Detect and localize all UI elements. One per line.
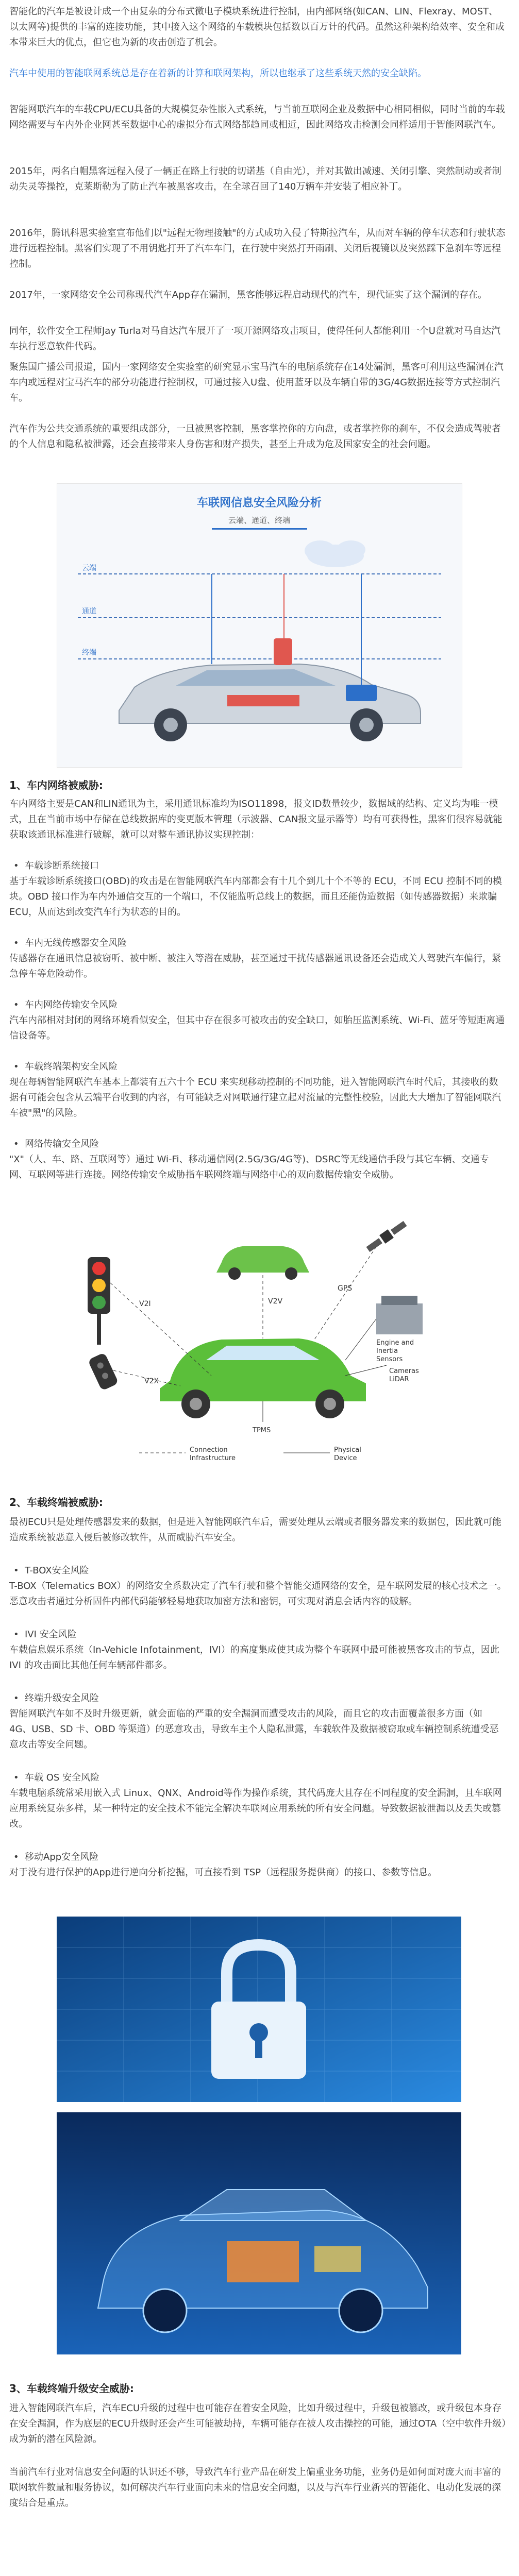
car-technology-illustration [57, 2112, 461, 2354]
intro-paragraph-3: 智能网联汽车的车载CPU/ECU具备的大规模复杂性嵌入式系统，与当前互联网企业及数据中心相同相似，同时当前的车载网络需要与车内外企业网甚至数据中心的虚拟分布式网络都趋同或相近，因此网络攻击检测会同样适用于智能网联汽车。 [9, 104, 505, 130]
section-1-item-1-text: 基于车载诊断系统接口(OBD)的攻击是在智能网联汽车内部都会有十几个到几十个不等的 ECU，不同 ECU 控制不同的模块。OBD 接口作为车内外通信交互的一个端口，不仅能监听总线上的数据，而且还能伪造数据（如传感器数据）来欺骗 ECU，从而达到改变汽车行为状态的目的。 [9, 876, 502, 918]
intro-paragraph-9: 汽车作为公共交通系统的重要组成部分，一旦被黑客控制，黑客掌控你的方向盘，或者掌控你的刹车，不仅会造成驾驶者的个人信息和隐私被泄露，还会直接带来人身伤害和财产损失，甚至上升成为危及国家安全的社会问题。 [9, 423, 501, 450]
legend-physical: Physical [334, 1446, 361, 1454]
intro-paragraph-6: 2017年，一家网络安全公司称现代汽车App存在漏洞，黑客能够远程启动现代的汽车，现代证实了这个漏洞的存在。 [9, 290, 487, 300]
section-2-item-5-text: 对于没有进行保护的App进行逆向分析挖掘，可直接看到 TSP（远程服务提供商）的接口、参数等信息。 [9, 1867, 438, 1878]
section-2-item-3-title: • 终端升级安全风险 [25, 1691, 99, 1706]
section-2-item-2-text: 车载信息娱乐系统（In-Vehicle Infotainment，IVI）的高度集成使其成为整个车联网中最可能被黑客攻击的节点，因此 IVI 的攻击面比其他任何车辆部件都多。 [9, 1645, 499, 1671]
intro-highlight: 汽车中使用的智能联网系统总是存在着新的计算和联网架构，所以也继承了这些系统天然的安全缺陷。 [9, 68, 427, 79]
v2v-label: V2V [268, 1297, 283, 1306]
terminal-label: 终端 [82, 649, 96, 657]
legend-infrastructure: Infrastructure [190, 1454, 236, 1462]
section-2-paragraph: 最初ECU只是处理传感器发来的数据，但是进入智能网联汽车后，需要处理从云端或者服务器发来的数据包，因此就可能造成系统被恶意入侵后被修改软件，从而威胁汽车安全。 [9, 1517, 502, 1543]
sensors-label: Sensors [376, 1355, 403, 1363]
v2i-label: V2I [139, 1300, 151, 1308]
section-1-item-4-title: • 车载终端架构安全风险 [25, 1059, 118, 1075]
section-1-paragraph: 车内网络主要是CAN和LIN通讯为主，采用通讯标准均为ISO11898，报文ID数量较少，数据域的结构、定义均为唯一模式，且在当前市场中存储在总线数据库的变更版本管理（示波器、CAN报文显示器等）均有可获得性，黑客们很容易就能获取该通讯标准进行破解，就可以对整车通讯协议实现控制： [9, 799, 503, 840]
figure-title: 车联网信息安全风险分析 [196, 497, 322, 510]
legend-device: Device [334, 1454, 357, 1462]
v2x-diagram [57, 1206, 461, 1479]
intro-paragraph-5: 2016年，腾讯科恩实验室宣布他们以"远程无物理接触"的方式成功入侵了特斯拉汽车，从而对车辆的停车状态和行驶状态进行远程控制。黑客们实现了不用钥匙打开了汽车车门，在行驶中突然打开雨刷、关闭后视镜以及突然踩下急刹车等远程控制。 [9, 228, 506, 269]
section-1-item-5-title: • 网络传输安全风险 [25, 1137, 99, 1152]
v2x-label: V2X [144, 1377, 159, 1385]
section-1-item-5-text: "X"（人、车、路、互联网等）通过 Wi-Fi、移动通信网(2.5G/3G/4G等)、DSRC等无线通信手段与其它车辆、交通专网、互联网等进行连接。网络传输安全威胁指车联网终端与网络中心的双向数据传输安全威胁。 [9, 1154, 489, 1180]
lock-illustration [57, 1917, 461, 2102]
engine-label: Engine and [376, 1339, 414, 1347]
section-2-item-1-title: • T-BOX安全风险 [25, 1563, 89, 1579]
section-3-paragraph-1: 进入智能网联汽车后，汽车ECU升级的过程中也可能存在着安全风险，比如升级过程中，升级包被篡改，或升级包本身存在安全漏洞，作为底层的ECU升级时还会产生可能被劫持，车辆可能存在被人攻击操控的可能，通过OTA（空中软件升级）成为新的潜在风险源。 [9, 2403, 507, 2445]
section-1-heading: 1、车内网络被威胁: [9, 779, 103, 791]
section-2-heading: 2、车载终端被威胁: [9, 1496, 103, 1509]
section-2-item-5-title: • 移动App安全风险 [25, 1850, 98, 1865]
section-3-paragraph-2: 当前汽车行业对信息安全问题的认识还不够，导致汽车行业产品在研发上偏重业务功能，业务仍是如何面对庞大而丰富的联网软件数量和服务协议，如何解决汽车行业面向未来的信息安全问题，以及与汽车行业新兴的智能化、电动化发展的深度结合是重点。 [9, 2467, 501, 2509]
section-1-item-1-title: • 车载诊断系统接口 [25, 858, 99, 874]
section-2-item-1-text: T-BOX（Telematics BOX）的网络安全系数决定了汽车行驶和整个智能交通网络的安全，是车联网发展的核心技术之一。恶意攻击者通过分析固件内部代码能够轻易地获取加密方法和密钥，可实现对消息会话内容的破解。 [9, 1581, 507, 1607]
intro-paragraph-8: 聚焦国广播公司报道，国内一家网络安全实验室的研究显示宝马汽车的电脑系统存在14处漏洞，黑客可利用这些漏洞在汽车内或远程对宝马汽车的部分功能进行控制权，可通过接入U盘、使用蓝牙以及车辆自带的3G/4G数据连接等方式控制汽车。 [9, 362, 504, 403]
section-1-item-4-text: 现在每辆智能网联汽车基本上都装有五六十个 ECU 来实现移动控制的不同功能，进入智能网联汽车时代后，其接收的数据有可能会包含从云端平台收到的内容，有可能缺乏对网联通行建立起对流量的完整性校验，因此大大增加了智能网联汽车被"黑"的风险。 [9, 1077, 501, 1118]
tpms-label: TPMS [253, 1427, 271, 1434]
section-1-item-2-title: • 车内无线传感器安全风险 [25, 936, 127, 951]
inertia-label: Inertia [376, 1347, 398, 1355]
section-3-heading: 3、车载终端升级安全威胁: [9, 2382, 134, 2395]
risk-analysis-figure [57, 483, 462, 768]
section-1-item-3-title: • 车内网络传输安全风险 [25, 997, 118, 1013]
intro-paragraph-4: 2015年，两名白帽黑客远程入侵了一辆正在路上行驶的切诺基（自由光），并对其做出减速、关闭引擎、突然制动或者制动失灵等操控，克莱斯勒为了防止汽车被黑客攻击，在全球召回了140万辆车并安装了相应补丁。 [9, 166, 501, 192]
figure-subtitle: 云端、通道、终端 [228, 516, 291, 525]
gps-label: GPS [338, 1284, 353, 1293]
legend-connection: Connection [190, 1446, 228, 1454]
engine-icon [376, 1296, 423, 1334]
lidar-label: LiDAR [389, 1376, 409, 1383]
cloud-label: 云端 [82, 564, 96, 572]
section-1-item-2-text: 传感器存在通讯信息被窃听、被中断、被注入等潜在威胁，甚至通过干扰传感器通讯设备还会造成关人驾驶汽车偏行，紧急停车等危险动作。 [9, 953, 501, 979]
section-2-item-4-text: 车载电脑系统常采用嵌入式 Linux、QNX、Android等作为操作系统，其代码庞大且存在不同程度的安全漏洞，且车联网应用系统复杂多样，某一种特定的安全技术不能完全解决车联网应用系统的所有安全问题。导致数据被泄漏以及丢失或篡改。 [9, 1788, 502, 1829]
section-1-item-3-text: 汽车内部相对封闭的网络环境看似安全，但其中存在很多可被攻击的安全缺口，如胎压监测系统、Wi-Fi、蓝牙等短距离通信设备等。 [9, 1015, 505, 1041]
channel-label: 通道 [82, 607, 96, 616]
section-2-item-3-text: 智能网联汽车如不及时升级更新，就会面临的严重的安全漏洞而遭受攻击的风险，而且它的攻击面覆盖很多方面（如 4G、USB、SD 卡、OBD 等渠道）的恶意攻击，导致车主个人隐私泄露，车载软件及数据被窃取或车辆控制系统遭受恶意攻击等安全问题。 [9, 1708, 499, 1750]
section-2-item-2-title: • IVI 安全风险 [25, 1627, 77, 1642]
intro-paragraph-1: 智能化的汽车是被设计成一个由复杂的分布式微电子模块系统进行控制，由内部网络(如CAN、LIN、Flexray、MOST、以太网等)提供的丰富的连接功能，其中接入这个网络的车载模块包括数以百万计的代码。虽然这种架构给效率、安全和成本带来巨大的优点，但它也为新的攻击创造了机会。 [9, 6, 505, 48]
section-2-item-4-title: • 车载 OS 安全风险 [25, 1770, 99, 1786]
cameras-label: Cameras [389, 1367, 419, 1375]
intro-paragraph-7: 同年，软件安全工程师Jay Turla对马自达汽车展开了一项开源网络攻击项目，使得任何人都能利用一个U盘就对马自达汽车执行恶意软件代码。 [9, 326, 500, 352]
